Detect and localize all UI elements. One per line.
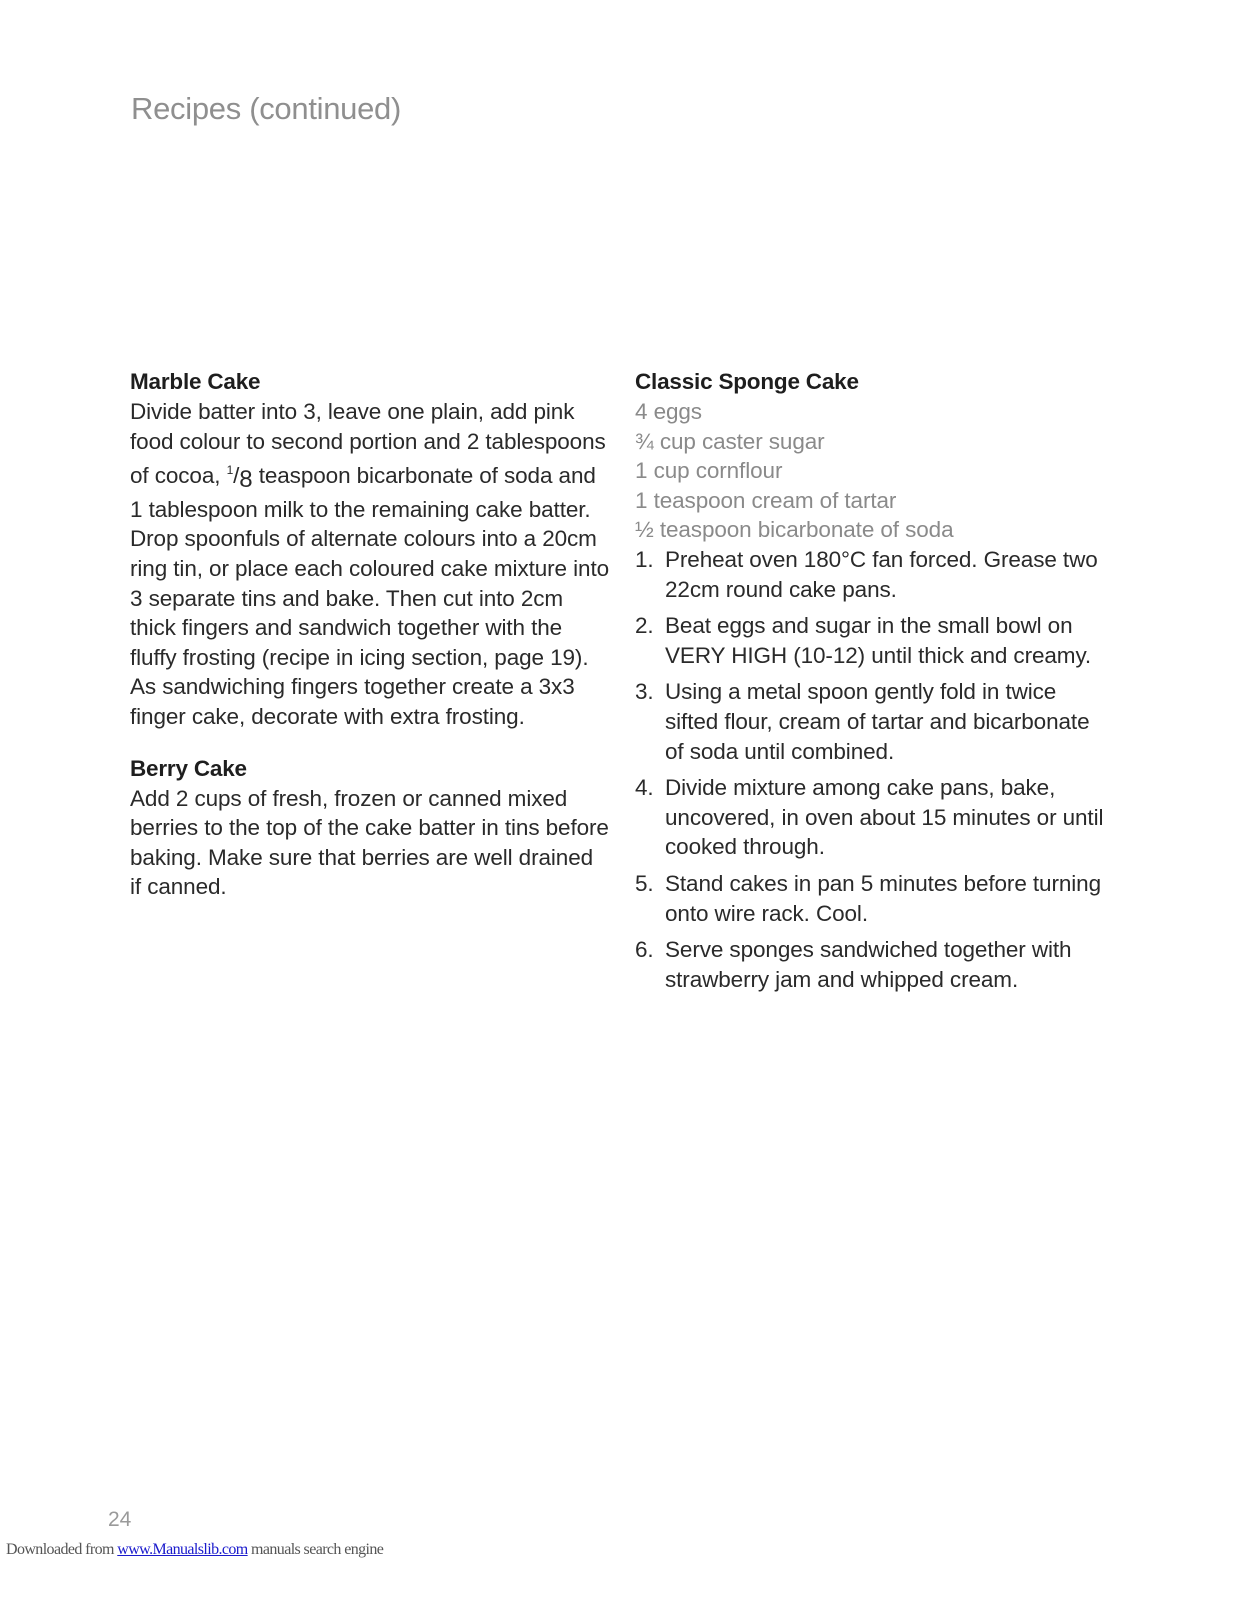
fraction-slash: / [233, 463, 240, 489]
footer-suffix: manuals search engine [247, 1541, 384, 1558]
footer-prefix: Downloaded from [6, 1541, 118, 1558]
step-number: 5. [635, 870, 654, 896]
manualslib-link[interactable]: www.Manualslib.com [117, 1541, 248, 1558]
left-column [130, 367, 610, 902]
method-step [635, 935, 1105, 994]
step-number: 6. [635, 937, 654, 963]
marble-cake-text-part1: Divide batter into 3, leave one plain, add pink food colour to second portion and 2 tablespoons of cocoa, [130, 399, 606, 489]
fraction-denominator: 8 [239, 466, 253, 494]
fraction-numerator: 1 [226, 463, 234, 478]
ingredient-item: ½ teaspoon bicarbonate of soda [635, 517, 954, 543]
ingredient-item: ¾ cup caster sugar [635, 428, 825, 454]
classic-sponge-section [635, 367, 1105, 994]
method-step [635, 611, 1105, 670]
method-step [635, 773, 1105, 862]
ingredient-item: 1 cup cornflour [635, 458, 783, 484]
step-number: 3. [635, 679, 654, 705]
step-number: 4. [635, 775, 654, 801]
one-eighth-fraction [226, 463, 253, 494]
step-text: Divide mixture among cake pans, bake, uncovered, in oven about 15 minutes or until cooked through. [665, 775, 1104, 860]
classic-sponge-title: Classic Sponge Cake [635, 369, 859, 394]
step-text: Stand cakes in pan 5 minutes before turning onto wire rack. Cool. [665, 870, 1101, 926]
ingredient-list [635, 397, 1105, 545]
marble-cake-title: Marble Cake [130, 369, 261, 394]
step-number: 1. [635, 546, 654, 572]
method-step [635, 869, 1105, 928]
step-text: Serve sponges sandwiched together with strawberry jam and whipped cream. [665, 937, 1072, 992]
page-number: 24 [108, 1508, 132, 1531]
berry-cake-text: Add 2 cups of fresh, frozen or canned mixed berries to the top of the cake batter in tins before baking. Make sure that berries are well drained if canned. [130, 785, 609, 900]
method-step [635, 677, 1105, 766]
step-text: Preheat oven 180°C fan forced. Grease two 22cm round cake pans. [665, 546, 1098, 602]
method-steps [635, 545, 1105, 994]
step-text: Beat eggs and sugar in the small bowl on VERY HIGH (10-12) until thick and creamy. [665, 613, 1092, 668]
page-title: Recipes (continued) [131, 90, 402, 126]
step-text: Using a metal spoon gently fold in twice sifted flour, cream of tartar and bicarbonate of soda until combined. [665, 679, 1090, 764]
marble-cake-text-part2: teaspoon bicarbonate of soda and 1 tablespoon milk to the remaining cake batter. Drop spoonfuls of alternate colours into a 20cm ring tin, or place each coloured cake mixture into 3 separate tins and bake. Then cut into 2cm thick fingers and sandwich together with the fluffy frosting (recipe in icing section, page 19). As sandwiching fingers together create a 3x3 finger cake, decorate with extra frosting. [130, 463, 610, 729]
ingredient-item: 4 eggs [635, 399, 702, 424]
marble-cake-section [130, 367, 610, 732]
step-number: 2. [635, 613, 654, 639]
method-step [635, 545, 1105, 604]
right-column [635, 367, 1105, 1001]
download-footer [6, 1541, 383, 1559]
marble-cake-text [130, 397, 610, 732]
berry-cake-section [130, 754, 610, 902]
berry-cake-title: Berry Cake [130, 755, 247, 781]
ingredient-item: 1 teaspoon cream of tartar [635, 487, 897, 513]
